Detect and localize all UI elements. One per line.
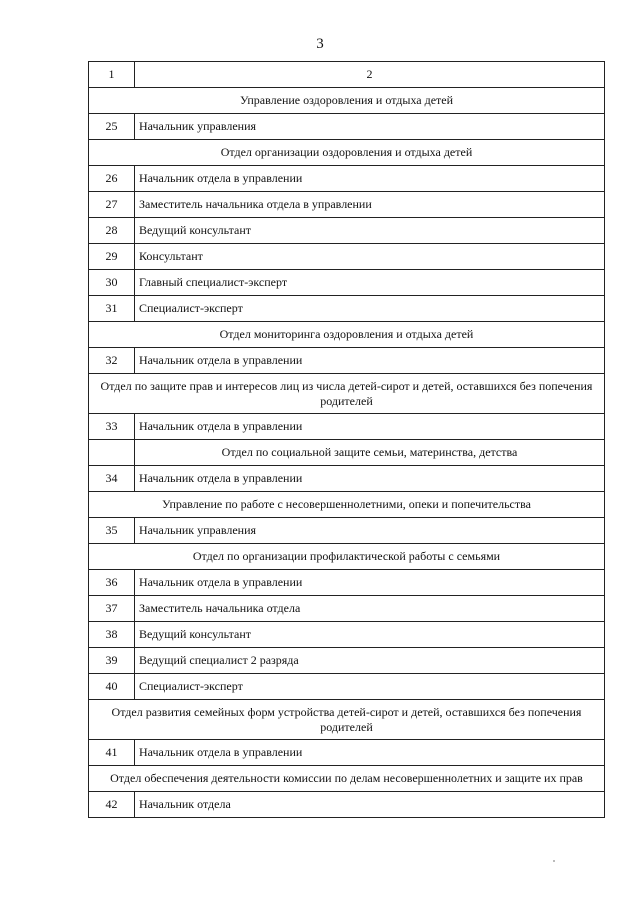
table-row [89, 648, 605, 674]
table-row [89, 792, 605, 818]
position-title: Начальник управления [135, 114, 605, 140]
position-title: Начальник отдела в управлении [135, 166, 605, 192]
position-title: Заместитель начальника отдела [135, 596, 605, 622]
section-row [89, 766, 605, 792]
position-title: Начальник управления [135, 518, 605, 544]
position-title: Специалист-эксперт [135, 296, 605, 322]
position-title: Ведущий консультант [135, 218, 605, 244]
position-title: Начальник отдела [135, 792, 605, 818]
row-number: 25 [89, 114, 135, 140]
position-title: Заместитель начальника отдела в управлении [135, 192, 605, 218]
row-number: 31 [89, 296, 135, 322]
section-row [89, 374, 605, 414]
section-row [89, 322, 605, 348]
table-row [89, 740, 605, 766]
row-number: 27 [89, 192, 135, 218]
page-number: 3 [316, 36, 324, 52]
position-title: Специалист-эксперт [135, 674, 605, 700]
column-header-2: 2 [135, 62, 605, 88]
table-row [89, 244, 605, 270]
row-number: 30 [89, 270, 135, 296]
position-title: Начальник отдела в управлении [135, 740, 605, 766]
section-row-inline [89, 440, 605, 466]
table-row [89, 518, 605, 544]
row-number: 33 [89, 414, 135, 440]
section-row [89, 88, 605, 114]
section-title: Отдел по организации профилактической работы с семьями [89, 544, 605, 570]
table-row [89, 622, 605, 648]
section-title: Отдел по защите прав и интересов лиц из числа детей-сирот и детей, оставшихся без попечения родителей [89, 374, 605, 414]
table-row [89, 414, 605, 440]
table-row [89, 570, 605, 596]
section-title: Отдел по социальной защите семьи, материнства, детства [135, 440, 605, 466]
row-number: 28 [89, 218, 135, 244]
section-title: Управление по работе с несовершеннолетними, опеки и попечительства [89, 492, 605, 518]
position-title: Ведущий консультант [135, 622, 605, 648]
table-row [89, 348, 605, 374]
table-row [89, 114, 605, 140]
row-number: 39 [89, 648, 135, 674]
position-title: Начальник отдела в управлении [135, 466, 605, 492]
section-title: Управление оздоровления и отдыха детей [89, 88, 605, 114]
row-number: 32 [89, 348, 135, 374]
section-row [89, 700, 605, 740]
position-title: Начальник отдела в управлении [135, 414, 605, 440]
table-row [89, 296, 605, 322]
row-number: 29 [89, 244, 135, 270]
position-title: Начальник отдела в управлении [135, 570, 605, 596]
section-title: Отдел развития семейных форм устройства детей-сирот и детей, оставшихся без попечения родителей [89, 700, 605, 740]
row-number: 40 [89, 674, 135, 700]
section-title: Отдел организации оздоровления и отдыха детей [89, 140, 605, 166]
table-row [89, 270, 605, 296]
section-row [89, 492, 605, 518]
table-row [89, 466, 605, 492]
positions-table [88, 61, 605, 818]
position-title: Главный специалист-эксперт [135, 270, 605, 296]
section-row [89, 140, 605, 166]
row-number: 42 [89, 792, 135, 818]
table-row [89, 166, 605, 192]
row-number: 37 [89, 596, 135, 622]
scan-speck [553, 860, 555, 862]
table-header-row [89, 62, 605, 88]
section-title: Отдел обеспечения деятельности комиссии по делам несовершеннолетних и защите их прав [89, 766, 605, 792]
position-title: Начальник отдела в управлении [135, 348, 605, 374]
position-title: Ведущий специалист 2 разряда [135, 648, 605, 674]
position-title: Консультант [135, 244, 605, 270]
table-row [89, 192, 605, 218]
row-number: 38 [89, 622, 135, 648]
column-header-1: 1 [89, 62, 135, 88]
empty-number-cell [89, 440, 135, 466]
section-title: Отдел мониторинга оздоровления и отдыха детей [89, 322, 605, 348]
row-number: 35 [89, 518, 135, 544]
row-number: 34 [89, 466, 135, 492]
row-number: 41 [89, 740, 135, 766]
row-number: 26 [89, 166, 135, 192]
table-row [89, 596, 605, 622]
section-row [89, 544, 605, 570]
row-number: 36 [89, 570, 135, 596]
table-row [89, 218, 605, 244]
table-row [89, 674, 605, 700]
